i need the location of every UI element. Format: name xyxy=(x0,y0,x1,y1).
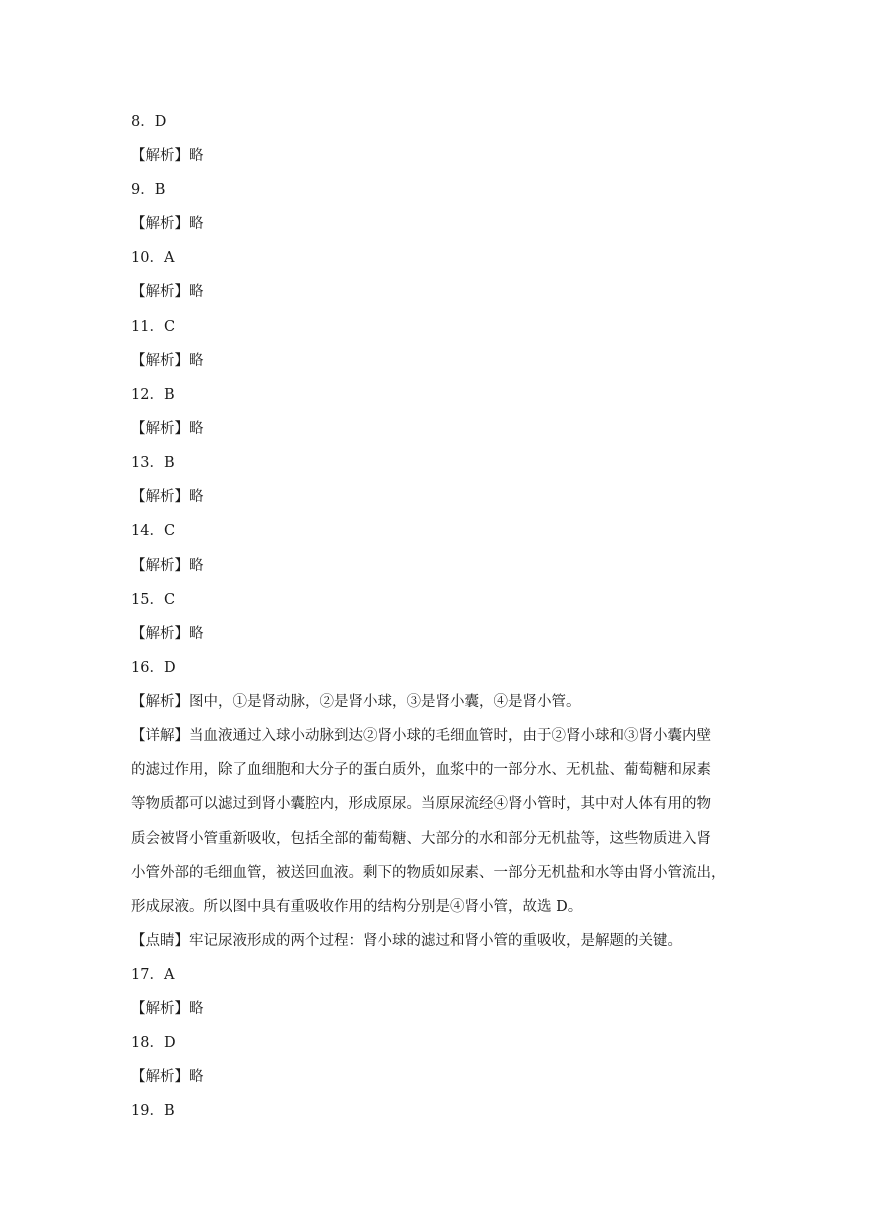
answer-number: 12．B xyxy=(131,387,175,403)
detail-line: 形成尿液。所以图中具有重吸收作用的结构分别是④肾小管，故选 D。 xyxy=(131,898,583,915)
detail-line: 的滤过作用，除了血细胞和大分子的蛋白质外，血浆中的一部分水、无机盐、葡萄糖和尿素 xyxy=(131,762,711,779)
detail-line: 【详解】当血液通过入球小动脉到达②肾小球的毛细血管时，由于②肾小球和③肾小囊内壁 xyxy=(131,728,711,744)
answer-number: 18．D xyxy=(131,1035,176,1051)
answer-number: 8．D xyxy=(131,114,167,130)
answer-number: 16．D xyxy=(131,660,176,676)
analysis-note: 【解析】略 xyxy=(131,353,204,369)
detail-line: 小管外部的毛细血管，被送回血液。剩下的物质如尿素、一部分无机盐和水等由肾小管流出， xyxy=(131,864,726,881)
detail-line: 质会被肾小管重新吸收，包括全部的葡萄糖、大部分的水和部分无机盐等，这些物质进入肾 xyxy=(131,830,711,847)
answer-number: 13．B xyxy=(131,455,175,471)
analysis-note: 【解析】略 xyxy=(131,1069,204,1085)
analysis-note: 【解析】略 xyxy=(131,216,204,232)
analysis-note: 【解析】略 xyxy=(131,1001,204,1017)
tip-note: 【点睛】牢记尿液形成的两个过程：肾小球的滤过和肾小管的重吸收，是解题的关键。 xyxy=(131,933,682,949)
analysis-note: 【解析】图中，①是肾动脉，②是肾小球，③是肾小囊，④是肾小管。 xyxy=(131,694,581,710)
answer-number: 11．C xyxy=(131,319,176,335)
detail-line: 等物质都可以滤过到肾小囊腔内，形成原尿。当原尿流经④肾小管时，其中对人体有用的物 xyxy=(131,796,711,813)
answer-number: 17．A xyxy=(131,967,175,983)
analysis-note: 【解析】略 xyxy=(131,558,204,574)
answer-number: 10．A xyxy=(131,250,175,266)
analysis-note: 【解析】略 xyxy=(131,284,204,300)
analysis-note: 【解析】略 xyxy=(131,626,204,642)
answer-number: 19．B xyxy=(131,1103,175,1119)
analysis-note: 【解析】略 xyxy=(131,489,204,505)
detail-paragraph xyxy=(131,719,741,924)
answer-number: 14．C xyxy=(131,523,176,539)
answer-number: 9．B xyxy=(131,182,166,198)
analysis-note: 【解析】略 xyxy=(131,421,204,437)
analysis-note: 【解析】略 xyxy=(131,148,204,164)
answer-number: 15．C xyxy=(131,592,176,608)
